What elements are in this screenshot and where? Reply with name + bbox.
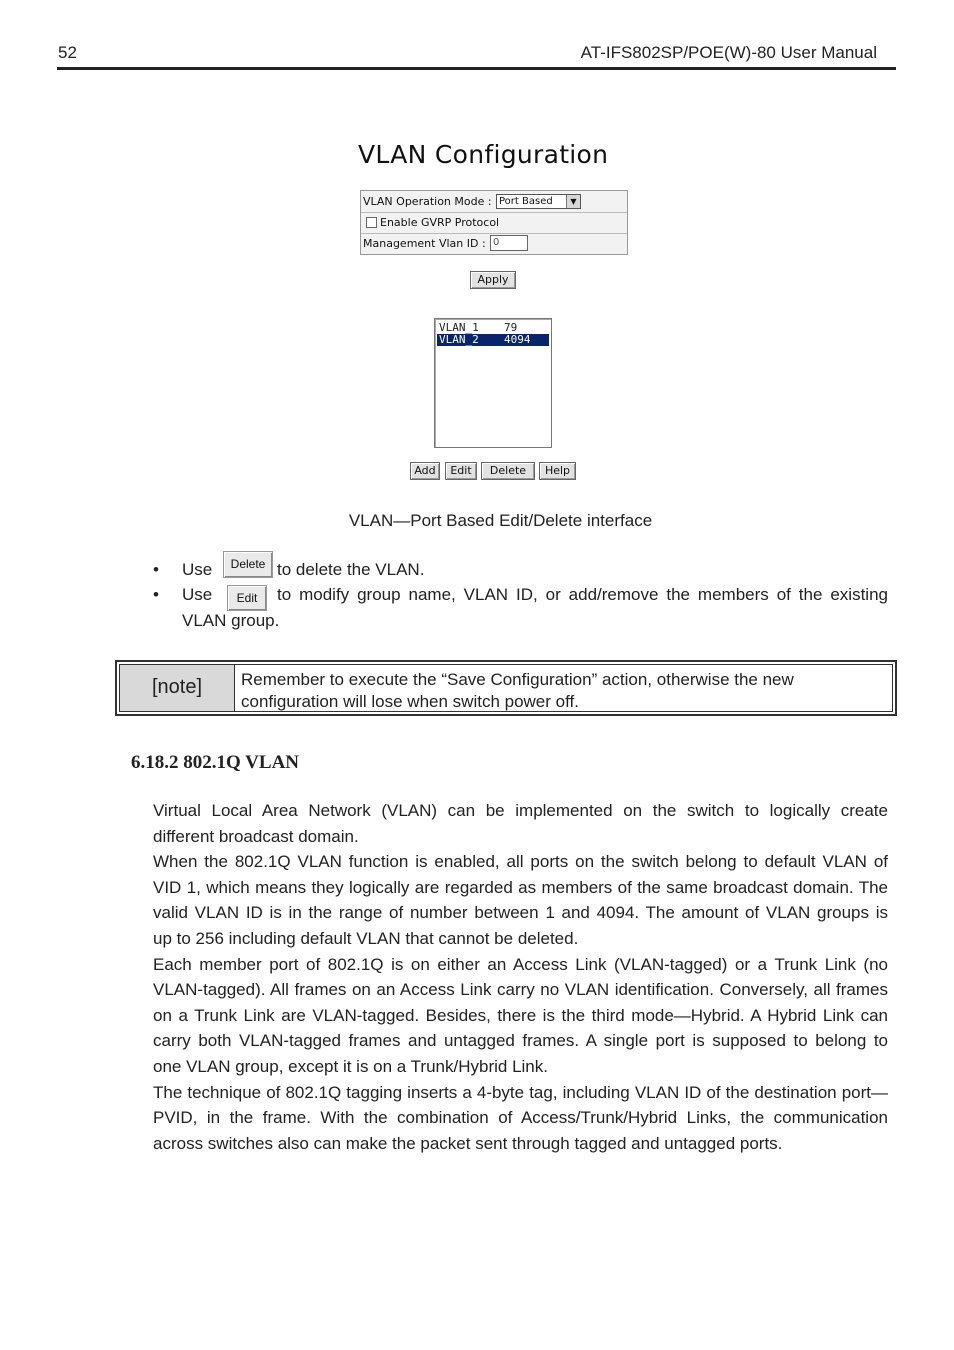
vlan-id: 4094 <box>504 333 531 346</box>
vlan-name: VLAN_2 <box>439 333 479 346</box>
manual-title: AT-IFS802SP/POE(W)-80 User Manual <box>580 43 877 62</box>
text-line: valid VLAN ID is in the range of number between 1 and 4094. The amount of VLAN groups is <box>153 903 888 923</box>
bullet-use-word: Use <box>182 585 213 604</box>
header-rule <box>57 67 896 70</box>
vlan-list-item-selected[interactable] <box>437 334 549 346</box>
note-line: Remember to execute the “Save Configuration” action, otherwise the new <box>241 670 794 689</box>
bullet-dot: • <box>153 585 159 604</box>
operation-mode-select[interactable] <box>496 194 581 209</box>
text-line: across switches also can make the packet sent through tagged and untagged ports. <box>153 1133 783 1153</box>
operation-mode-value: Port Based <box>499 196 553 207</box>
delete-inline-button: Delete <box>223 551 273 578</box>
text-line: When the 802.1Q VLAN function is enabled, all ports on the switch belong to default VLAN of <box>153 852 888 872</box>
bullet-use-word: Use <box>182 560 213 579</box>
bullet-text: to modify group name, VLAN ID, or add/remove the members of the existing <box>277 585 888 604</box>
text-line: Each member port of 802.1Q is on either an Access Link (VLAN-tagged) or a Trunk Link (no <box>153 954 888 974</box>
operation-mode-label: VLAN Operation Mode : <box>363 195 492 208</box>
gvrp-label: Enable GVRP Protocol <box>380 216 500 229</box>
text-line: The technique of 802.1Q tagging inserts a 4-byte tag, including VLAN ID of the destination port— <box>153 1082 888 1102</box>
add-button[interactable]: Add <box>410 462 440 480</box>
help-button[interactable]: Help <box>539 462 576 480</box>
text-line: different broadcast domain. <box>153 826 359 846</box>
bullet-dot: • <box>153 560 159 579</box>
text-line: PVID, in the frame. With the combination of Access/Trunk/Hybrid Links, the communication <box>153 1108 888 1128</box>
mgmt-vlan-input[interactable]: 0 <box>490 235 528 251</box>
vlan-config-form <box>360 190 628 255</box>
note-label: [note] <box>120 665 235 711</box>
text-line: up to 256 including default VLAN that cannot be deleted. <box>153 928 579 948</box>
operation-mode-row <box>361 191 627 213</box>
bullet-text-continuation: VLAN group. <box>182 611 280 630</box>
edit-button[interactable]: Edit <box>445 462 477 480</box>
edit-inline-button: Edit <box>227 585 267 611</box>
mgmt-vlan-label: Management Vlan ID : <box>363 237 486 250</box>
body-text <box>153 798 888 1156</box>
vlan-config-title: VLAN Configuration <box>358 140 609 169</box>
text-line: carry both VLAN-tagged frames and untagged frames. A single port is supposed to belong to <box>153 1031 888 1051</box>
vlan-listbox[interactable] <box>434 318 552 448</box>
gvrp-row <box>361 212 627 234</box>
section-heading: 6.18.2 802.1Q VLAN <box>131 752 300 773</box>
gvrp-checkbox[interactable] <box>366 217 377 228</box>
note-inner <box>119 664 893 712</box>
bullet-text: to delete the VLAN. <box>277 560 425 579</box>
note-line: configuration will lose when switch power off. <box>241 692 579 711</box>
vlan-id: 79 <box>504 321 518 334</box>
delete-button[interactable]: Delete <box>481 462 535 480</box>
apply-button[interactable]: Apply <box>470 271 516 289</box>
text-line: one VLAN group, except it is on a Trunk/Hybrid Link. <box>153 1056 548 1076</box>
figure-caption: VLAN—Port Based Edit/Delete interface <box>348 511 653 530</box>
chevron-down-icon[interactable]: ▼ <box>566 195 580 208</box>
text-line: Virtual Local Area Network (VLAN) can be implemented on the switch to logically create <box>153 801 888 820</box>
mgmt-vlan-row <box>361 233 627 254</box>
text-line: VID 1, which means they logically are regarded as members of the same broadcast domain. The <box>153 877 888 897</box>
vlan-name: VLAN_1 <box>439 321 479 334</box>
note-text <box>241 669 881 713</box>
text-line: VLAN-tagged). All frames on an Access Link carry no VLAN identification. Conversely, all frames <box>153 980 888 1000</box>
text-line: on a Trunk Link are VLAN-tagged. Besides, there is the third mode—Hybrid. A Hybrid Link can <box>153 1005 888 1025</box>
note-box <box>115 660 897 716</box>
page-number: 52 <box>58 43 77 62</box>
